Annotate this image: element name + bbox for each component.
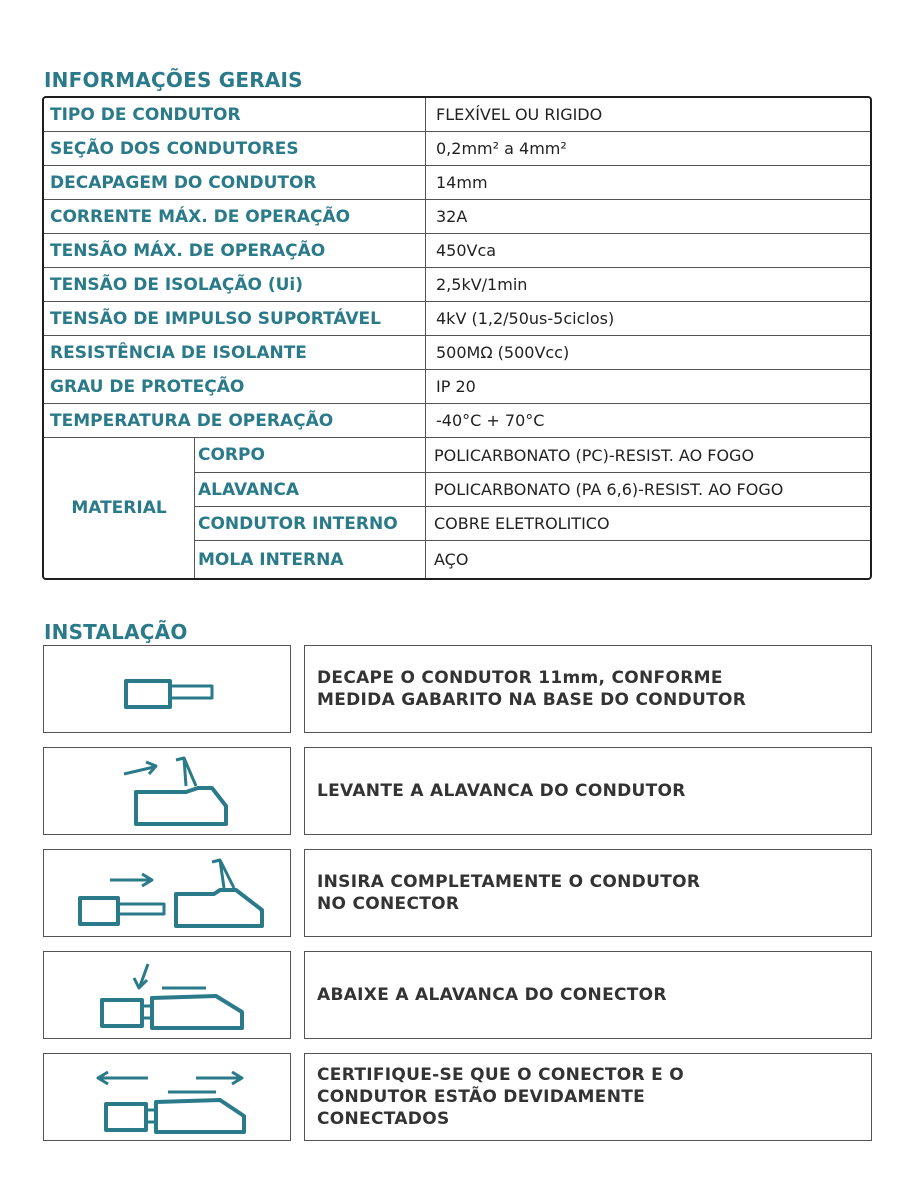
installation-title: INSTALAÇÃO	[44, 620, 188, 644]
spec-value: 500MΩ (500Vcc)	[436, 343, 570, 362]
material-row	[194, 438, 870, 473]
spec-label: SEÇÃO DOS CONDUTORES	[44, 132, 426, 165]
material-part-value: AÇO	[434, 550, 469, 569]
table-row	[44, 200, 870, 234]
material-part-label: ALAVANCA	[194, 473, 426, 506]
spec-value: 0,2mm² a 4mm²	[436, 139, 567, 158]
table-row	[44, 302, 870, 336]
step-instruction	[304, 747, 872, 835]
spec-label: TENSÃO MÁX. DE OPERAÇÃO	[44, 234, 426, 267]
material-part-value: POLICARBONATO (PC)-RESIST. AO FOGO	[434, 445, 755, 465]
material-row	[194, 541, 870, 578]
general-info-title: INFORMAÇÕES GERAIS	[44, 68, 303, 92]
step-text: DECAPE O CONDUTOR 11mm, CONFORME MEDIDA GABARITO NA BASE DO CONDUTOR	[317, 668, 747, 710]
material-label: MATERIAL	[44, 438, 195, 578]
step-instruction	[304, 951, 872, 1039]
spec-label: TENSÃO DE IMPULSO SUPORTÁVEL	[44, 302, 426, 335]
spec-label: TEMPERATURA DE OPERAÇÃO	[44, 404, 426, 437]
table-row	[44, 234, 870, 268]
material-part-value: COBRE ELETROLITICO	[434, 514, 610, 533]
step-instruction	[304, 1053, 872, 1141]
lift-lever-icon	[43, 747, 291, 835]
strip-wire-icon	[43, 645, 291, 733]
table-row	[44, 336, 870, 370]
table-row	[44, 132, 870, 166]
spec-value: 2,5kV/1min	[436, 275, 528, 294]
step-instruction	[304, 849, 872, 937]
step-instruction	[304, 645, 872, 733]
table-row	[44, 268, 870, 302]
insert-wire-icon	[43, 849, 291, 937]
material-row	[194, 473, 870, 507]
spec-value: 14mm	[436, 173, 488, 192]
table-row	[44, 98, 870, 132]
table-row	[44, 404, 870, 438]
spec-value: FLEXÍVEL OU RIGIDO	[436, 105, 603, 124]
verify-connection-icon	[43, 1053, 291, 1141]
spec-label: GRAU DE PROTEÇÃO	[44, 370, 426, 403]
specs-table	[42, 96, 872, 580]
material-group	[44, 438, 870, 578]
lower-lever-icon	[43, 951, 291, 1039]
spec-label: TENSÃO DE ISOLAÇÃO (Ui)	[44, 268, 426, 301]
material-part-label: CORPO	[194, 438, 426, 472]
spec-value: 32A	[436, 207, 468, 226]
spec-value: -40°C + 70°C	[436, 411, 545, 430]
spec-label: DECAPAGEM DO CONDUTOR	[44, 166, 426, 199]
material-part-label: MOLA INTERNA	[194, 541, 426, 578]
step-text: ABAIXE A ALAVANCA DO CONECTOR	[317, 985, 667, 1005]
table-row	[44, 370, 870, 404]
step-text: INSIRA COMPLETAMENTE O CONDUTOR NO CONECTOR	[317, 872, 701, 914]
material-part-value: POLICARBONATO (PA 6,6)-RESIST. AO FOGO	[434, 480, 784, 499]
table-row	[44, 166, 870, 200]
step-text: CERTIFIQUE-SE QUE O CONECTOR E O CONDUTOR ESTÃO DEVIDAMENTE CONECTADOS	[317, 1065, 685, 1129]
material-part-label: CONDUTOR INTERNO	[194, 507, 426, 540]
spec-value: 4kV (1,2/50us-5ciclos)	[436, 309, 615, 328]
spec-value: 450Vca	[436, 241, 497, 260]
step-text: LEVANTE A ALAVANCA DO CONDUTOR	[317, 781, 686, 801]
spec-label: CORRENTE MÁX. DE OPERAÇÃO	[44, 200, 426, 233]
spec-label: TIPO DE CONDUTOR	[44, 98, 426, 131]
material-row	[194, 507, 870, 541]
spec-value: IP 20	[436, 377, 476, 396]
spec-label: RESISTÊNCIA DE ISOLANTE	[44, 336, 426, 369]
